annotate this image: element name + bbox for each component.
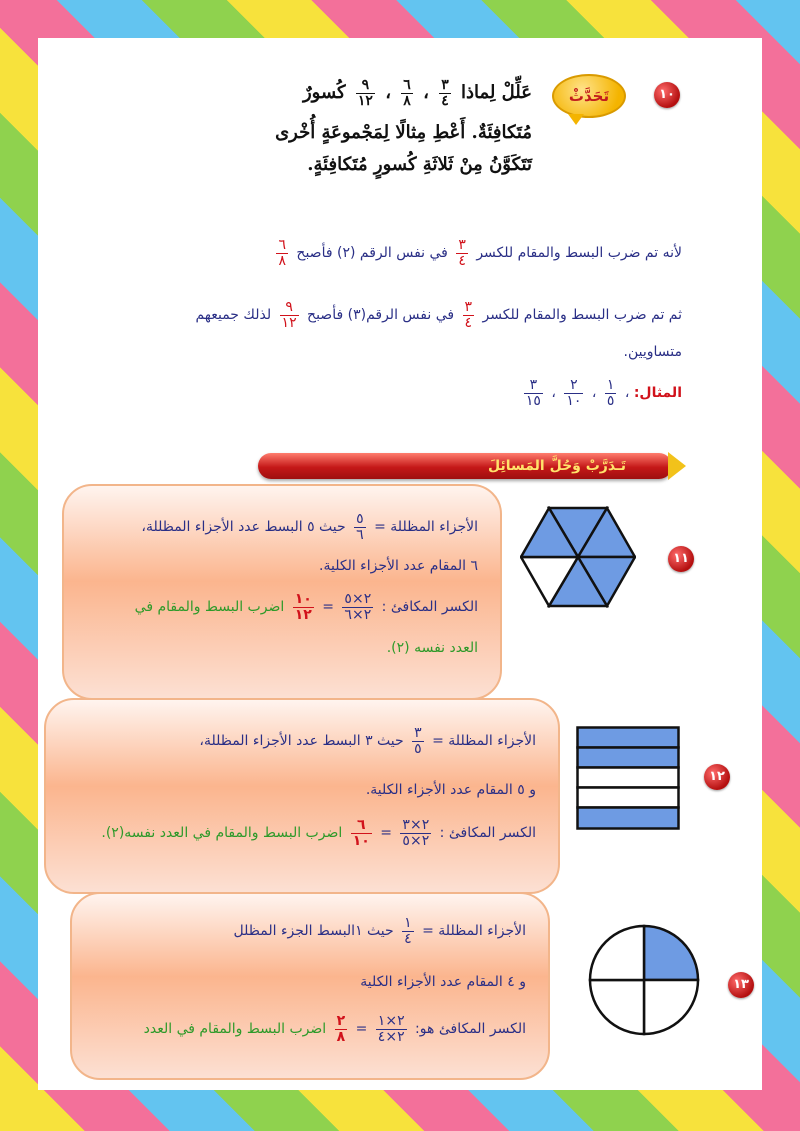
box-line-1 — [199, 726, 536, 756]
answer-text: في نفس الرقم(٣) فأصبح — [307, 307, 455, 324]
box-text: اضرب البسط والمقام في العدد — [143, 1021, 327, 1038]
box-line-2: و ٤ المقام عدد الأجزاء الكلية — [360, 974, 526, 990]
circle-quarters-figure — [588, 924, 700, 1036]
fraction: $\frac{٣}{٤}$ — [464, 299, 473, 331]
strip-part — [578, 788, 679, 808]
separator: ، — [385, 82, 391, 104]
strip-part — [578, 768, 679, 788]
circle-part — [644, 980, 698, 1034]
fraction: $\frac{٩}{١٢}$ — [281, 299, 297, 331]
box-line-1 — [234, 916, 526, 946]
page — [38, 38, 762, 1090]
answer-line-3: متساويين. — [623, 344, 682, 360]
box-text: حيث ٥ البسط عدد الأجزاء المظللة، — [141, 519, 346, 536]
fraction: $\frac{٢\times ٣}{٢\times ٥}$ — [402, 817, 430, 849]
example-label: المثال: — [633, 385, 682, 402]
separator: ، — [551, 385, 556, 402]
problem-number-badge: ١١ — [668, 546, 694, 572]
section-header — [258, 453, 672, 479]
box-text: اضرب البسط والمقام في العدد نفسه(٢). — [101, 825, 343, 842]
answer-line-2 — [195, 300, 682, 330]
equals-sign: = — [322, 599, 334, 616]
answer-box-13 — [70, 892, 550, 1080]
box-text: حيث ٣ البسط عدد الأجزاء المظللة، — [199, 733, 404, 750]
problem-number-badge: ١٢ — [704, 764, 730, 790]
box-text: الأجزاء المظللة = — [374, 519, 478, 536]
fraction: $\frac{٣}{١٥}$ — [525, 377, 541, 409]
box-line-3 — [101, 818, 536, 848]
question-tail: كُسورٌ — [302, 82, 346, 104]
fraction: $\frac{٢}{١٠}$ — [566, 377, 582, 409]
fraction: $\frac{٣}{٤}$ — [458, 237, 466, 269]
question-number-badge: ١٠ — [654, 82, 680, 108]
box-text: الأجزاء المظللة = — [422, 923, 526, 940]
answer-text: لأنه تم ضرب البسط والمقام للكسر — [476, 245, 682, 262]
box-line-3 — [135, 592, 478, 622]
fraction: $\frac{٥}{٦}$ — [356, 511, 364, 543]
box-line-3 — [144, 1014, 526, 1044]
equals-sign: = — [380, 825, 392, 842]
circle-part — [590, 926, 644, 980]
fraction: $\frac{١}{٥}$ — [606, 377, 615, 409]
box-text: الكسر المكافئ هو: — [415, 1021, 526, 1038]
arrow-icon — [668, 452, 686, 480]
fraction: $\frac{٣}{٥}$ — [414, 725, 422, 757]
answer-line-1 — [272, 238, 682, 268]
strip-part — [578, 808, 679, 829]
separator: ، — [423, 82, 429, 104]
box-text: الكسر المكافئ : — [439, 825, 536, 842]
rectangle-strips-figure — [576, 726, 680, 830]
box-line-1 — [141, 512, 478, 542]
question-line-1 — [232, 78, 532, 108]
hexagon-figure — [520, 506, 636, 608]
question-line-3: تَتَكَوَّنُ مِنْ ثَلاثَةِ كُسورٍ مُتَكافِئَةٍ. — [307, 154, 532, 175]
problem-number-badge: ١٣ — [728, 972, 754, 998]
fraction: $\frac{٦}{١٠}$ — [352, 817, 370, 849]
circle-part — [644, 926, 698, 980]
answer-text: في نفس الرقم (٢) فأصبح — [296, 245, 448, 262]
separator: ، — [624, 385, 630, 402]
answer-text: لذلك جميعهم — [195, 307, 272, 324]
equals-sign: = — [355, 1021, 368, 1038]
section-title: تَـدَرَّبْ وَحُلَّ المَسائِلَ — [488, 458, 626, 474]
question-line-2: مُتَكافِئَةٌ. أَعْطِ مِثالًا لِمَجْموعَةٍ أُخْرى — [275, 122, 532, 143]
question-lead: عَلِّلْ لِماذا — [461, 82, 532, 104]
box-line-4: العدد نفسه (٢). — [386, 640, 478, 656]
fraction: $\frac{٣}{٤}$ — [441, 77, 449, 109]
fraction: $\frac{٦}{٨}$ — [278, 237, 286, 269]
fraction: $\frac{٩}{١٢}$ — [357, 77, 373, 109]
fraction: $\frac{٢\times ١}{٢\times ٤}$ — [377, 1013, 405, 1045]
box-text: اضرب البسط والمقام في — [134, 599, 285, 616]
strip-part — [578, 728, 679, 748]
fraction: $\frac{١٠}{١٢}$ — [294, 591, 312, 623]
answer-box-11 — [62, 484, 502, 700]
box-text: الأجزاء المظللة = — [432, 733, 536, 750]
strip-part — [578, 748, 679, 768]
box-line-2: ٦ المقام عدد الأجزاء الكلية. — [319, 558, 478, 574]
fraction: $\frac{٦}{٨}$ — [403, 77, 411, 109]
box-text: الكسر المكافئ : — [381, 599, 478, 616]
fraction: $\frac{٢\times ٥}{٢\times ٦}$ — [344, 591, 372, 623]
talk-speech-bubble: تَحَدَّثْ — [552, 74, 626, 118]
circle-part — [590, 980, 644, 1034]
answer-box-12 — [44, 698, 560, 894]
example-line — [520, 378, 682, 408]
box-line-2: و ٥ المقام عدد الأجزاء الكلية. — [365, 782, 536, 798]
separator: ، — [591, 385, 597, 402]
fraction: $\frac{٢}{٨}$ — [336, 1013, 346, 1045]
answer-text: ثم تم ضرب البسط والمقام للكسر — [482, 307, 682, 324]
fraction: $\frac{١}{٤}$ — [404, 915, 412, 947]
box-text: حيث ١البسط الجزء المظلل — [233, 923, 394, 940]
